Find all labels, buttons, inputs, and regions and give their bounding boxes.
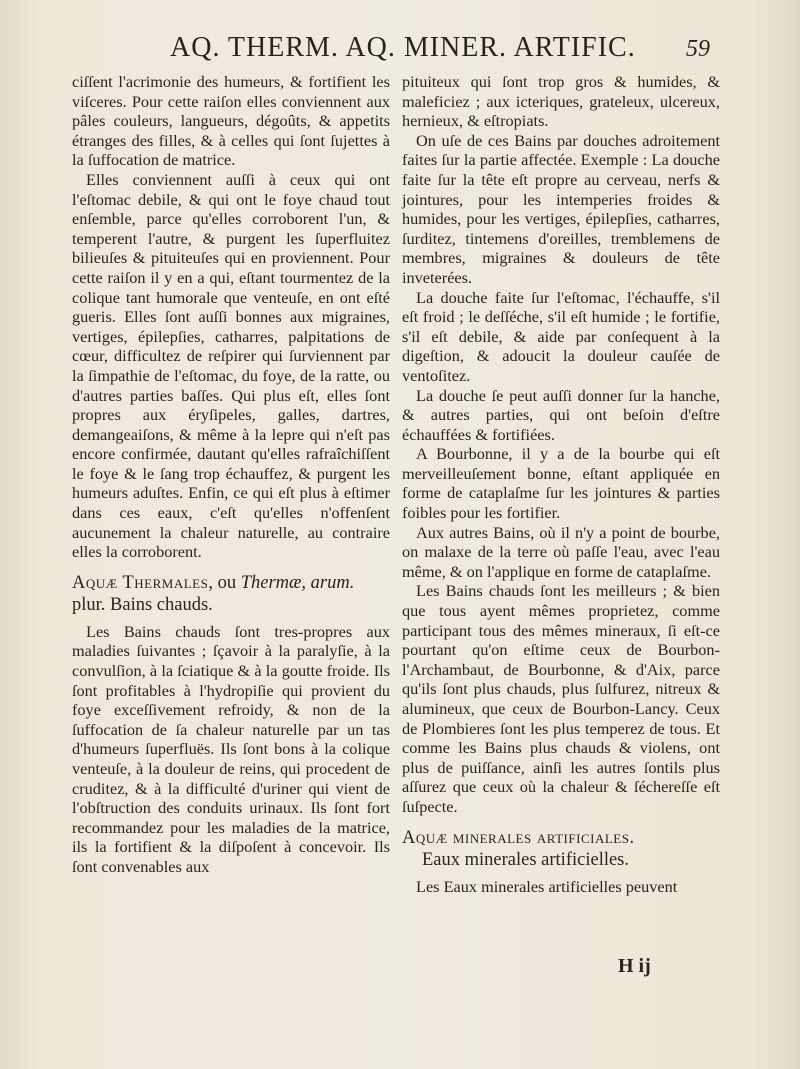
heading-french: Eaux minerales artificielles.	[422, 849, 630, 870]
left-column	[72, 72, 390, 877]
heading-conjunction: , ou	[208, 572, 241, 593]
right-paragraph-7: Les Bains chauds ſont les meilleurs ; & bien que tous ayent mêmes proprietez, comme participant tous des mêmes mineraux, ſi eſt-ce pourtant qu'on eſtime ceux de Bourbon-l'Archambaut, de Bourbonne, & d'Aix, parce qu'ils ſont plus chauds, plus ſulfurez, nitreux & alumineux, que ceux de Bourbon-Lancy. Ceux de Plombieres ſont les plus temperez de tous. Et comme les Bains plus chauds & violens, ont plus de puiſſance, ainſi les autres ſontils plus aſſurez que ceux où la chaleur & ſéchereſſe eſt ſuſpecte.	[402, 581, 720, 816]
right-paragraph-5: A Bourbonne, il y a de la bourbe qui eſt merveilleuſement bonne, eſtant appliquée en forme de cataplaſme ſur les jointures & parties foibles pour les fortifier.	[402, 444, 720, 523]
right-column	[402, 72, 720, 896]
running-title: AQ. THERM. AQ. MINER. ARTIFIC.	[170, 32, 636, 63]
right-paragraph-2: On uſe de ces Bains par douches adroitement faites ſur la partie affectée. Exemple : La douche faite ſur la tête eſt propre au cerveau, nerfs & jointures, pour les intemperies froides & humides, pour les vertiges, épilepſies, catharres, ſurditez, tintemens d'oreilles, tremblemens de membres, migraines & douleurs de tête inveterées.	[402, 130, 720, 287]
right-paragraph-8: Les Eaux minerales artificielles peuvent	[416, 876, 678, 896]
heading-latin-small-caps: Aquæ Thermales	[72, 572, 209, 593]
heading-latin-italic: Thermæ, arum.	[240, 572, 355, 593]
section-heading-aquae-minerales	[402, 827, 720, 871]
heading-latin-small-caps: Aquæ minerales artificiales.	[402, 827, 635, 848]
right-paragraph-1: pituiteux qui ſont trop gros & humides, & maleficiez ; aux icteriques, grateleux, ulcereux, hernieux, & eſtropiats.	[402, 72, 720, 131]
page-number: 59	[686, 36, 710, 62]
left-paragraph-2: Elles conviennent auſſi à ceux qui ont l'eſtomac debile, & qui ont le foye chaud tout enſemble, parce qu'elles corroborent l'un, & temperent l'autre, & purgent les ſuperfluitez bilieuſes & pituiteuſes qui en proviennent. Pour cette raiſon il y en a qui, eſtant tourmentez de la colique tant humorale que venteuſe, en ont eſté gueris. Elles ſont auſſi bonnes aux migraines, vertiges, épilepſies, catharres, palpitations de cœur, difficultez de reſpirer qui ſurviennent par la ſimpathie de l'eſtomac, du foye, de la ratte, ou d'autres parties baſſes. Qui plus eſt, elles ſont propres aux éryſipeles, galles, dartres, demangeaiſons, & même à la lepre qui n'eſt pas encore confirmée, dautant qu'elles rafraîchiſſent le foye & le ſang trop échauffez, & purgent les humeurs aduſtes. Enfin, ce qui eſt plus à eſtimer dans ces eaux, c'eſt qu'elles n'offenſent aucunement la chaleur naturelle, au contraire elles la corroborent.	[72, 169, 390, 562]
signature-mark: H ij	[618, 955, 651, 977]
right-paragraph-4: La douche ſe peut auſſi donner ſur la hanche, & autres parties, qui ont beſoin d'eſtre échauffées & fortifiées.	[402, 385, 720, 444]
left-paragraph-3: Les Bains chauds ſont tres-propres aux maladies ſuivantes ; ſçavoir à la paralyſie, à la convulſion, à la ſciatique & à la goutte froide. Ils ſont profitables à l'hydropiſie qui provient du foye exceſſivement refroidy, & non de la ſuffocation de ſa chaleur naturelle par un tas d'humeurs ſuperfluës. Ils ſont bons à la colique venteuſe, à la douleur de reins, qui procedent de cruditez, & à la difficulté d'uriner qui vient de l'obſtruction des conduits urinaux. Ils ſont fort recommandez pour les maladies de la matrice, ils la fortifient & la diſpoſent à concevoir. Ils ſont convenables aux	[72, 621, 390, 876]
right-paragraph-3: La douche faite ſur l'eſtomac, l'échauffe, s'il eſt froid ; le deſſéche, s'il eſt humide ; le fortifie, s'il eſt debile, & aide par conſequent à la digeſtion, & adoucit la douleur cauſée de ventoſitez.	[402, 287, 720, 385]
page-header	[150, 32, 710, 68]
heading-french: plur. Bains chauds.	[72, 594, 213, 615]
right-paragraph-6: Aux autres Bains, où il n'y a point de bourbe, on malaxe de la terre où paſſe l'eau, avec l'eau même, & on l'applique en forme de cataplaſme.	[402, 522, 720, 581]
section-heading-aquae-thermales	[72, 572, 390, 616]
left-paragraph-1: ciſſent l'acrimonie des humeurs, & fortifient les viſceres. Pour cette raiſon elles conviennent aux pâles couleurs, langueurs, dégoûts, & appetits étranges des filles, & à celles qui ſont ſujettes à la ſuffocation de matrice.	[72, 72, 390, 170]
